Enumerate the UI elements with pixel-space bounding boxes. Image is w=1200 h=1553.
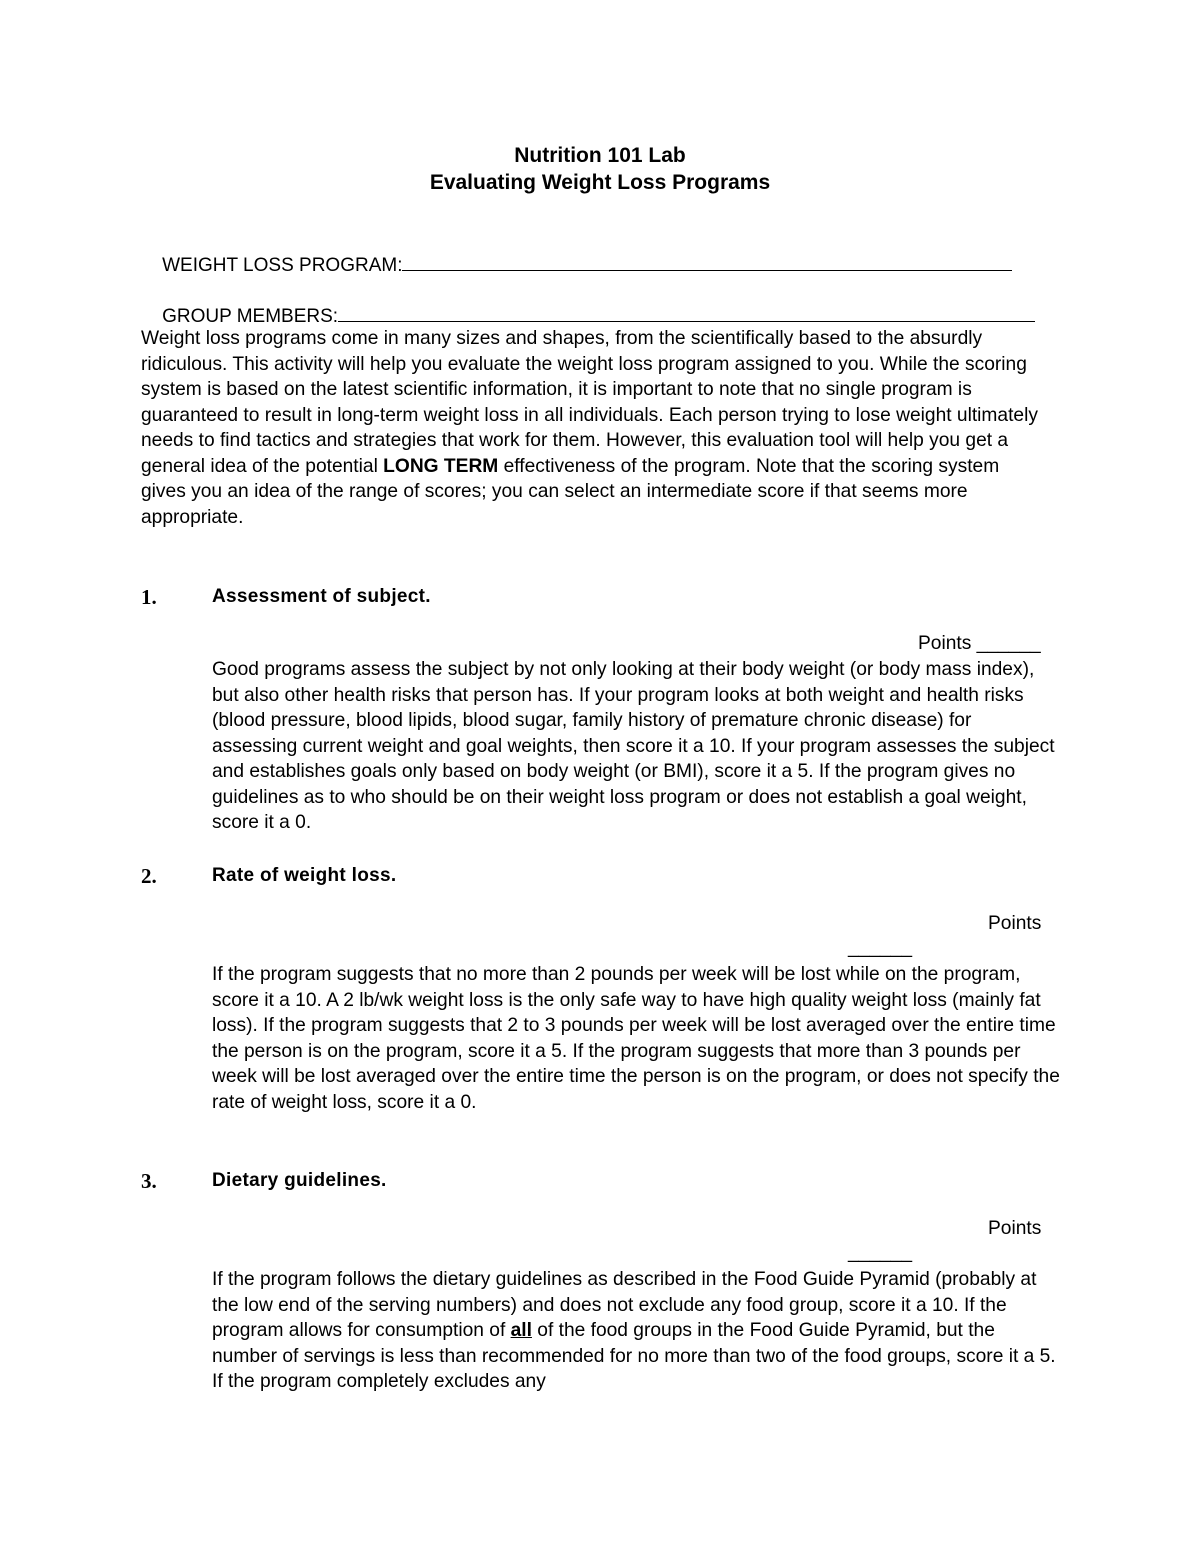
program-blank[interactable] xyxy=(402,251,1012,271)
section-3-points: Points xyxy=(988,1218,1042,1239)
members-blank[interactable] xyxy=(338,302,1035,322)
section-3-emphasis: all xyxy=(510,1320,532,1341)
document-title: Nutrition 101 Lab xyxy=(514,144,686,167)
section-1-points[interactable]: Points ______ xyxy=(918,633,1041,654)
section-1-body: Good programs assess the subject by not only looking at their body weight (or body mass index), but also other health risks that person has. If your program looks at both weight and health risks (blood pressure, blood lipids, blood sugar, family history of premature chronic disease) for assessing current weight and goal weights, then score it a 10. If your program assesses the subject and establishes goals only based on body weight (or BMI), score it a 5. If the program gives no guidelines as to who should be on their weight loss program or does not establish a goal weight, score it a 0. xyxy=(212,659,1055,833)
intro-paragraph xyxy=(141,326,1046,530)
section-3-body-text-end: of the food groups in the Food Guide Pyramid, but the number of servings is less than recommended for no more than two of the food groups, score it a 5. If the program completely excludes any xyxy=(212,1320,1056,1392)
intro-emphasis: LONG TERM xyxy=(383,455,499,477)
members-label: GROUP MEMBERS: xyxy=(162,306,339,327)
intro-text-end: effectiveness of the program. Note that the scoring system gives you an idea of the range of scores; you can select an intermediate score if that seems more appropriate. xyxy=(141,455,1000,528)
section-3-title: Dietary guidelines. xyxy=(212,1170,387,1191)
section-2-points-blank[interactable]: ______ xyxy=(848,937,913,958)
intro-text: Weight loss programs come in many sizes and shapes, from the scientifically based to the absurdly ridiculous. This activity will help you evaluate the weight loss program assigned to you. While the scoring system is based on the latest scientific information, it is important to note that no single program is guaranteed to result in long-term weight loss in all individuals. Each person trying to lose weight ultimately needs to find tactics and strategies that work for them. However, this evaluation tool will help you get a general idea of the potential xyxy=(141,328,1038,477)
section-2-body: If the program suggests that no more than 2 pounds per week will be lost while on the program, score it a 10. A 2 lb/wk weight loss is the only safe way to have high quality weight loss (mainly fat loss). If the program suggests that 2 to 3 pounds per week will be lost averaged over the entire time the person is on the program, score it a 5. If the program suggests that more than 3 pounds per week will be lost averaged over the entire time the person is on the program, or does not specify the rate of weight loss, score it a 0. xyxy=(212,964,1060,1113)
section-1-title: Assessment of subject. xyxy=(212,586,431,607)
section-2-points: Points xyxy=(988,913,1042,934)
section-3-number: 3. xyxy=(141,1169,157,1193)
section-1-number: 1. xyxy=(141,585,157,609)
document-subtitle: Evaluating Weight Loss Programs xyxy=(429,171,771,194)
section-3-points-blank[interactable]: ______ xyxy=(848,1242,913,1263)
section-2-number: 2. xyxy=(141,864,157,888)
section-2-title: Rate of weight loss. xyxy=(212,865,397,886)
section-3-body xyxy=(212,1267,1060,1395)
section-3-body-text: If the program follows the dietary guidelines as described in the Food Guide Pyramid (probably at the low end of the serving numbers) and does not exclude any food group, score it a 10. If the program allows for consumption of xyxy=(212,1269,1037,1341)
program-label: WEIGHT LOSS PROGRAM: xyxy=(162,255,403,276)
